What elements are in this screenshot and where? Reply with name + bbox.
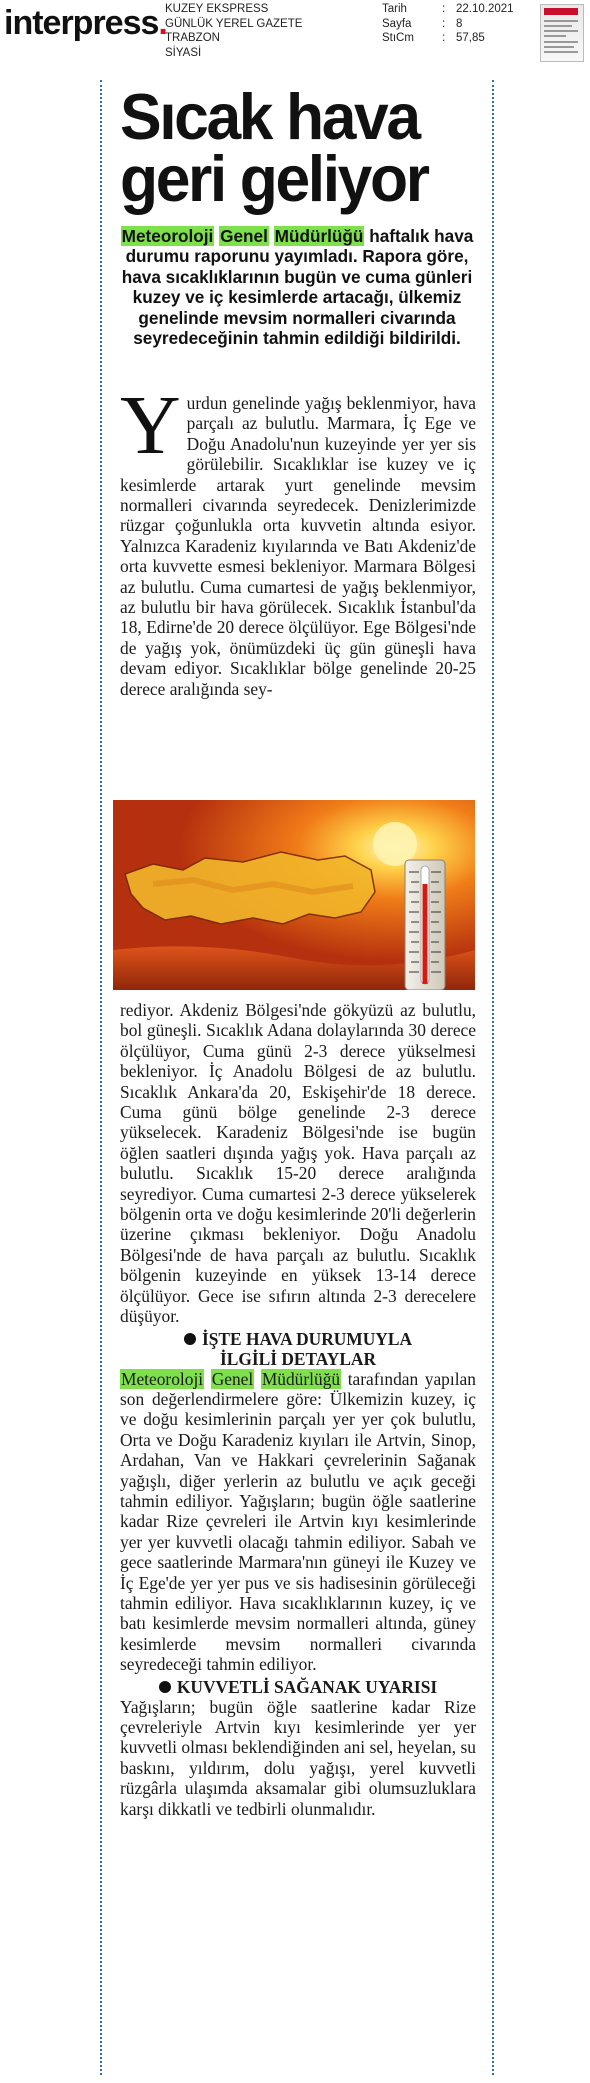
subheading-details: İŞTE HAVA DURUMUYLA İLGİLİ DETAYLAR (120, 1329, 476, 1369)
details-paragraph: Meteoroloji Genel Müdürlüğü tarafından yapılan son değerlendirmelere göre: Ülkemizin kuzey, iç ve doğu kesimlerinin parçalı yer yer çok bulutlu, Orta ve Doğu Karadeniz kıyıları ile Artvin, Sinop, Ardahan, Van ve Hakkari çevrelerinin Sağanak yağışlı, diğer yerlerin az bulutlu ve açık geceği tahmin ediliyor. Yağışların; bugün öğle saatlerine kadar Rize çevreleri ile Artvin kıyı kesimlerinde yer yer kuvvetli olacağı tahmin ediliyor. Sabah ve gece saatlerinde Marmara'nın güneyi ile Kuzey ve İç Ege'de yer yer pus ve sis hadisesinin görüleceği tahmin ediliyor. Hava sıcaklıklarının kuzey, iç ve batı kesimlerde mevsim normalleri altında, güney kesimlerde mevsim normalleri civarında seyredeceği tahmin ediliyor. (120, 1368, 476, 1675)
section-highlight: Genel (211, 1368, 254, 1389)
page-thumbnail[interactable] (540, 4, 584, 62)
section-highlight: Müdürlüğü (261, 1368, 341, 1389)
warning-paragraph: Yağışların; bugün öğle saatlerine kadar Rize çevreleriyle Artvin kıyı kesimlerinde yer yer kuvvetli olması beklendiğinden ani sel, heyelan, su baskını, yıldırım, dolu yağışı, yerel kuvvetli rüzgârla ulaşımda aksamalar gibi olumsuzluklara karşı dikkatli ve tedbirli olunmalıdır. (120, 1696, 476, 1819)
body-text: urdun genelinde yağış beklenmiyor, hava parçalı az bulutlu. Marmara, İç Ege ve Doğu Anadolu'nun kuzeyinde yer yer sis görülebilir. Sıcaklıklar ise kuzey ve iç kesimlerde artarak yurt genelinde mevsim normalleri civarında seyredecek. Denizlerimizde rüzgar çoğunlukla orta kuvvetin altında esiyor. Yalnızca Karadeniz kıyılarında ve Batı Akdeniz'de orta kuvvette esmesi bekleniyor. Marmara Bölgesi az bulutlu. Cuma cumartesi de yağış beklenmiyor, az bulutlu bir hava görülecek. Sıcaklık İstanbul'da 18, Edirne'de 20 derece ölçülüyor. Ege Bölgesi'nde de yağış yok, önümüzdeki üç gün güneşli hava devam ediyor. Sıcaklıklar bölge genelinde 20-25 derece aralığında sey- (120, 393, 476, 699)
meta-date: Tarih : 22.10.2021 (382, 3, 514, 15)
publication-category: SİYASİ (165, 46, 202, 59)
area-value: 57,85 (456, 32, 485, 44)
lead-highlight: Genel (220, 226, 268, 246)
drop-cap: Y (120, 379, 181, 472)
page-value: 8 (456, 17, 463, 30)
lead-highlight: Müdürlüğü (274, 226, 364, 246)
date-value: 22.10.2021 (456, 3, 514, 15)
subheading-warning: KUVVETLİ SAĞANAK UYARISI (120, 1677, 476, 1697)
weather-photo (113, 800, 475, 990)
article-lead (118, 226, 476, 348)
sun-icon (373, 822, 417, 866)
bullet-icon (159, 1681, 171, 1693)
lead-text: haftalık hava durumu raporunu yayımladı. Rapora göre, hava sıcaklıklarının bugün ve cuma günleri kuzey ve iç kesimlerde artacağı, ülkemiz genelinde mevsim normalleri civarında seyredeceğinin tahmin edildiği bildirildi. (121, 226, 474, 349)
meta-page: Sayfa : 8 (382, 17, 463, 30)
meta-area: StıCm : 57,85 (382, 32, 485, 44)
section-highlight: Meteoroloji (121, 1368, 204, 1389)
bullet-icon (184, 1333, 196, 1345)
body-text: rediyor. Akdeniz Bölgesi'nde gökyüzü az bulutlu, bol güneşli. Sıcaklık Adana dolaylarında 30 derece ölçülüyor, Cuma günü 2-3 derece yükselmesi bekleniyor. İç Anadolu Bölgesi de az bulutlu. Sıcaklık Ankara'da 20, Eskişehir'de 18 derece. Cuma günü bölge genelinde 2-3 derece yükselecek. Karadeniz Bölgesi'nde ise bugün öğlen saatleri dışında yağış yok. Hava parçalı az bulutlu. Sıcaklık 15-20 derece aralığında seyrediyor. Cuma cumartesi 2-3 derece yükselerek bölgenin orta ve doğu kesimlerinde 20'li değerlerin üzerine çıkması bekleniyor. Doğu Anadolu Bölgesi'nde de hava parçalı az bulutlu. Sıcaklık bölgenin kuzeyinde en yüksek 13-14 derece ölçülüyor. Gece ise sıfırın altında 2-3 derecelere düşüyor. (120, 1000, 476, 1327)
heatwave-map-image (113, 800, 475, 990)
article-body-part1 (120, 379, 476, 699)
publication-city: TRABZON (165, 32, 220, 44)
publication-info (165, 2, 302, 60)
publication-name: KUZEY EKSPRESS (165, 3, 269, 15)
interpress-logo: interpress. (4, 4, 167, 42)
article-body-part2 (120, 1000, 476, 1819)
clipping-header (0, 0, 590, 64)
publication-type: GÜNLÜK YEREL GAZETE (165, 17, 303, 30)
clipping-meta (382, 2, 514, 46)
thermometer-icon (405, 860, 445, 990)
article-headline: Sıcak hava geri geliyor (120, 80, 428, 215)
lead-highlight: Meteoroloji (121, 226, 214, 246)
